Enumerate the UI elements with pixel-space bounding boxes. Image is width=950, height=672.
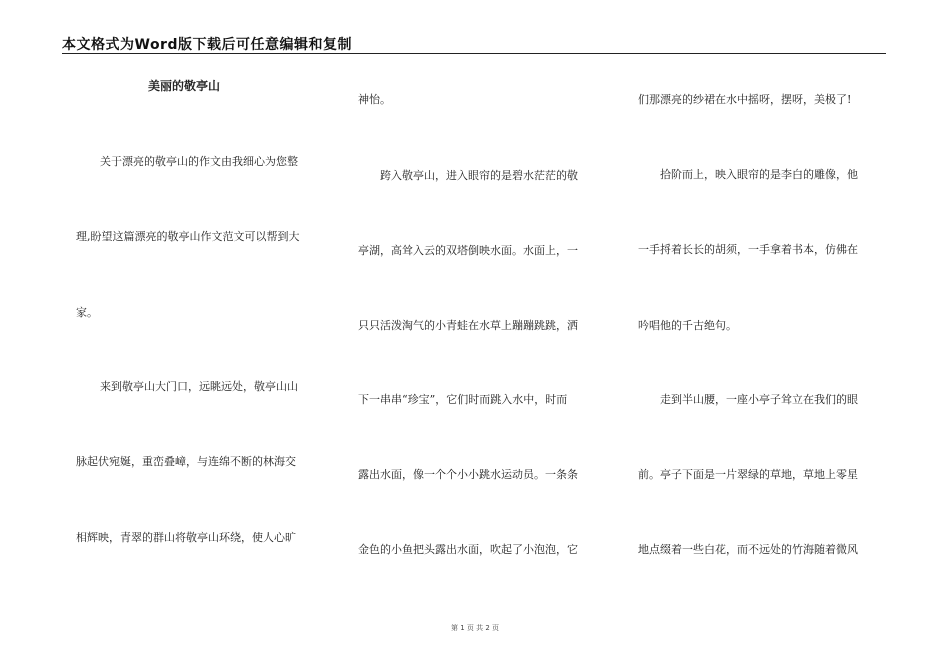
text-line: 理,盼望这篇漂亮的敬亭山作文范文可以帮到大 [76, 230, 300, 243]
header-divider [62, 53, 886, 54]
text-line: 关于漂亮的敬亭山的作文由我细心为您整 [78, 155, 298, 168]
text-line: 地点缀着一些白花，而不远处的竹海随着微风 [638, 543, 858, 556]
text-line: 家。 [76, 306, 98, 319]
text-line: 拾阶而上，映入眼帘的是李白的雕像，他 [638, 168, 858, 181]
text-line: 走到半山腰，一座小亭子耸立在我们的眼 [638, 393, 858, 406]
text-line: 跨入敬亭山，进入眼帘的是碧水茫茫的敬 [358, 169, 578, 182]
text-line: 亭湖，高耸入云的双塔倒映水面。水面上，一 [358, 244, 578, 257]
text-line: 脉起伏宛娫，重峦叠嶂，与连绵不断的林海交 [76, 455, 296, 468]
text-line: 来到敬亭山大门口，远眺远处，敬亭山山 [78, 380, 298, 393]
text-line: 吟唱他的千古绝句。 [638, 319, 737, 332]
document-header-title: 本文格式为Word版下载后可任意编辑和复制 [62, 37, 352, 53]
text-line: 一手捋着长长的胡须，一手拿着书本，仿佛在 [638, 243, 858, 256]
text-line: 只只活泼淘气的小青蛙在水草上蹦蹦跳跳，洒 [358, 319, 578, 332]
text-line: 露出水面，像一个个小小跳水运动员。一条条 [358, 468, 578, 481]
text-line: 们那漂亮的纱裙在水中摇呀，摆呀，美极了! [638, 93, 852, 106]
text-line: 下一串串“珍宝”，它们时而跳入水中，时而 [358, 393, 568, 406]
text-line: 金色的小鱼把头露出水面，吹起了小泡泡，它 [358, 543, 578, 556]
text-line: 神怡。 [358, 93, 391, 106]
page-number: 第 1 页 共 2 页 [450, 624, 500, 632]
text-line: 前。亭子下面是一片翠绿的草地，草地上零星 [638, 468, 858, 481]
article-title: 美丽的敬亭山 [148, 79, 221, 93]
text-line: 相辉映，青翠的群山将敬亭山环绕，使人心旷 [76, 531, 296, 544]
